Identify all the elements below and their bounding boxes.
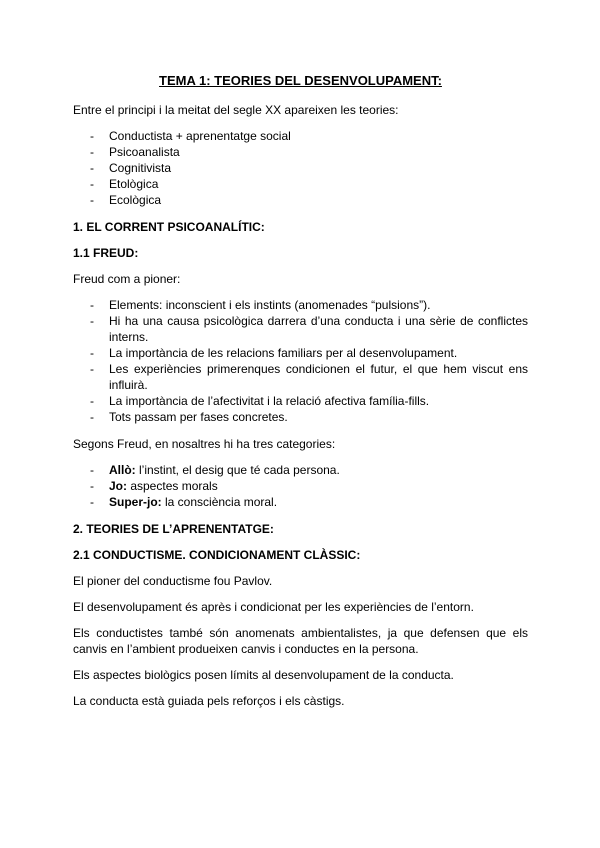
list-item xyxy=(73,462,528,478)
categories-list xyxy=(73,462,528,510)
paragraph: Els conductistes també són anomenats ambientalistes, ja que defensen que els canvis en l’ambient produeixen canvis i conductes en la persona. xyxy=(73,626,528,656)
subsection-heading-freud: 1.1 FREUD: xyxy=(73,246,139,260)
category-description: la consciència moral. xyxy=(161,495,278,509)
list-item: - Conductista + aprenentatge social xyxy=(73,128,528,144)
freud-list xyxy=(73,297,528,425)
list-item: - La importància de les relacions familiars per al desenvolupament. xyxy=(73,345,528,361)
category-term: Super-jo: xyxy=(109,495,162,509)
list-item: - Ecològica xyxy=(73,192,528,208)
list-item: - Les experiències primerenques condicionen el futur, el que hem viscut ens influirà. xyxy=(73,361,528,393)
document-page xyxy=(73,72,528,719)
categories-intro: Segons Freud, en nosaltres hi ha tres categories: xyxy=(73,437,336,451)
freud-intro: Freud com a pioner: xyxy=(73,272,181,286)
subsection-heading-behaviorism: 2.1 CONDUCTISME. CONDICIONAMENT CLÀSSIC: xyxy=(73,548,361,562)
theories-list xyxy=(73,128,528,208)
section-heading-psychoanalytic: 1. EL CORRENT PSICOANALÍTIC: xyxy=(73,220,265,234)
paragraph: El pioner del conductisme fou Pavlov. xyxy=(73,574,273,588)
list-item: - Elements: inconscient i els instints (anomenades “pulsions”). xyxy=(73,297,528,313)
list-item xyxy=(73,478,528,494)
section-heading-learning: 2. TEORIES DE L’APRENENTATGE: xyxy=(73,522,274,536)
list-item: - Hi ha una causa psicològica darrera d’una conducta i una sèrie de conflictes interns. xyxy=(73,313,528,345)
list-item: - Tots passam per fases concretes. xyxy=(73,409,528,425)
list-item: - Psicoanalista xyxy=(73,144,528,160)
list-item: - La importància de l’afectivitat i la relació afectiva família-fills. xyxy=(73,393,528,409)
category-description: l’instint, el desig que té cada persona. xyxy=(135,463,340,477)
category-term: Jo: xyxy=(109,479,127,493)
category-description: aspectes morals xyxy=(127,479,218,493)
paragraph: La conducta està guiada pels reforços i els càstigs. xyxy=(73,694,345,708)
list-item xyxy=(73,494,528,510)
list-item: - Etològica xyxy=(73,176,528,192)
page-title: TEMA 1: TEORIES DEL DESENVOLUPAMENT: xyxy=(159,73,442,88)
paragraph: El desenvolupament és après i condicionat per les experiències de l’entorn. xyxy=(73,600,474,614)
list-item: - Cognitivista xyxy=(73,160,528,176)
category-term: Allò: xyxy=(109,463,136,477)
paragraph: Els aspectes biològics posen límits al desenvolupament de la conducta. xyxy=(73,668,454,682)
intro-paragraph: Entre el principi i la meitat del segle XX apareixen les teories: xyxy=(73,103,399,117)
